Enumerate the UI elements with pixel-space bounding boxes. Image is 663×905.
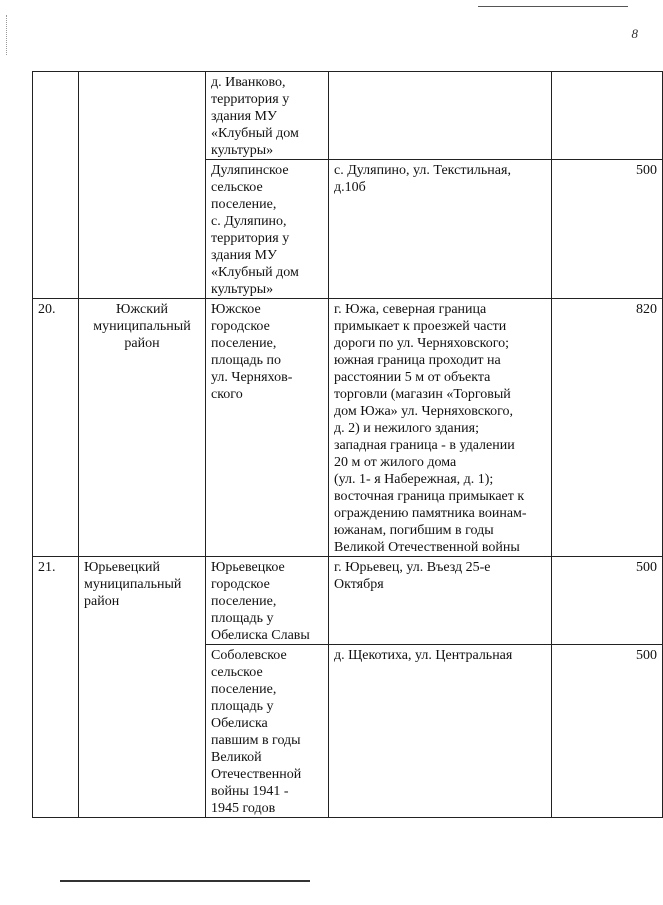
row-number-cell: 20. — [33, 299, 79, 557]
table-row — [33, 299, 663, 557]
address-cell: г. Юрьевец, ул. Въезд 25-е Октября — [329, 557, 552, 645]
area-cell: 500 — [552, 645, 663, 818]
area-cell: 500 — [552, 160, 663, 299]
table-row — [33, 557, 663, 645]
place-cell: Юрьевецкое городское поселение, площадь у Обелиска Славы — [206, 557, 329, 645]
place-cell: д. Иванково, территория у здания МУ «Клубный дом культуры» — [206, 72, 329, 160]
row-number-cell: 21. — [33, 557, 79, 818]
area-cell: 820 — [552, 299, 663, 557]
area-cell: 500 — [552, 557, 663, 645]
address-cell: г. Южа, северная граница примыкает к проезжей части дороги по ул. Черняховского; южная граница проходит на расстоянии 5 м от объекта торговли (магазин «Торговый дом Южа» ул. Черняховского, д. 2) и нежилого здания; западная граница - в удалении 20 м от жилого дома (ул. 1- я Набережная, д. 1); восточная граница примыкает к ограждению памятника воинам- южанам, погибшим в годы Великой Отечественной войны — [329, 299, 552, 557]
municipality-cell: Южский муниципальный район — [79, 299, 206, 557]
municipality-cell: Юрьевецкий муниципальный район — [79, 557, 206, 818]
address-cell — [329, 72, 552, 160]
row-number-cell — [33, 72, 79, 299]
place-cell: Дуляпинское сельское поселение, с. Дуляпино, территория у здания МУ «Клубный дом культуры» — [206, 160, 329, 299]
margin-marks — [6, 15, 9, 55]
header-rule — [478, 6, 628, 7]
place-cell: Соболевское сельское поселение, площадь у Обелиска павшим в годы Великой Отечественной войны 1941 - 1945 годов — [206, 645, 329, 818]
place-cell: Южское городское поселение, площадь по ул. Черняхов- ского — [206, 299, 329, 557]
address-cell: с. Дуляпино, ул. Текстильная, д.10б — [329, 160, 552, 299]
municipality-cell — [79, 72, 206, 299]
venues-table — [32, 71, 663, 818]
area-cell — [552, 72, 663, 160]
table-row — [33, 72, 663, 160]
address-cell: д. Щекотиха, ул. Центральная — [329, 645, 552, 818]
page-number: 8 — [631, 26, 638, 41]
footer-rule — [60, 880, 310, 882]
